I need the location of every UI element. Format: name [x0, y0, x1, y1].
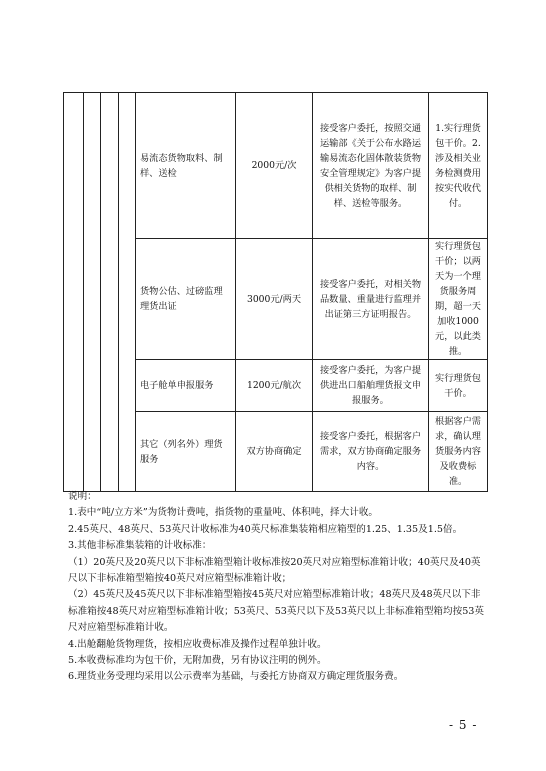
service-price: 1200元/航次 — [236, 360, 313, 412]
service-name: 电子舱单申报服务 — [136, 360, 236, 412]
notes-heading: 说明： — [68, 491, 97, 502]
note-line: 2.45英尺、48英尺、53英尺计收标准为40英尺标准集装箱相应箱型的1.25、1.35及1.5倍。 — [68, 523, 463, 535]
note-line: 4.出舱翻舱货物理货，按相应收费标准及操作过程单独计收。 — [68, 638, 327, 650]
blank-cell — [64, 93, 84, 492]
note-line: 5.本收费标准均为包干价，无附加费，另有协议注明的例外。 — [68, 655, 327, 667]
note-line: （1）20英尺及20英尺以下非标准箱型箱计收标准按20英尺对应箱型标准箱计收；40英尺及40英尺以下非标准箱型箱按40英尺对应箱型标准箱计收； — [68, 556, 481, 585]
service-name: 货物公估、过磅监理理货出证 — [136, 239, 236, 360]
service-note: 实行理货包干价；以两天为一个理货服务周期，超一天加收1000元，以此类推。 — [429, 239, 488, 360]
service-name: 其它（列名外）理货服务 — [136, 412, 236, 492]
service-note: 实行理货包干价。 — [429, 360, 488, 412]
blank-cell — [119, 93, 136, 492]
service-price: 3000元/两天 — [236, 239, 313, 360]
note-line: （2）45英尺及45英尺以下非标准箱型箱按45英尺对应箱型标准箱计收；48英尺及48英尺以下非标准箱按48英尺对应箱型标准箱计收；53英尺、53英尺以下及53英尺以上非标准箱型箱均按53英尺对应箱型标准箱计收。 — [68, 589, 485, 634]
table-row — [64, 93, 488, 239]
service-content: 接受客户委托，按照交通运输部《关于公布水路运输易流态化固体散装货物安全管理规定》为客户提供相关货物的取样、制样、送检等服务。 — [313, 93, 429, 239]
note-line: 3.其他非标准集装箱的计收标准： — [68, 540, 212, 552]
service-note: 根据客户需求，确认理货服务内容及收费标准。 — [429, 412, 488, 492]
service-price: 2000元/次 — [236, 93, 313, 239]
service-price: 双方协商确定 — [236, 412, 313, 492]
fee-table — [63, 92, 488, 492]
page-number: - 5 - — [449, 718, 478, 732]
blank-cell — [101, 93, 119, 492]
service-content: 接受客户委托，对相关物品数量、重量进行监理并出证第三方证明报告。 — [313, 239, 429, 360]
note-line: 6.理货业务受理均采用以公示费率为基础，与委托方协商双方确定理货服务费。 — [68, 671, 404, 683]
service-content: 接受客户委托，根据客户需求，双方协商确定服务内容。 — [313, 412, 429, 492]
blank-cell — [84, 93, 101, 492]
note-line: 1.表中“吨/立方米”为货物计费吨，指货物的重量吨、体积吨，择大计收。 — [68, 507, 379, 519]
notes-section — [68, 489, 488, 686]
service-note: 1.实行理货包干价。2.涉及相关业务检测费用按实代收代付。 — [429, 93, 488, 239]
service-name: 易流态货物取料、制样、送检 — [136, 93, 236, 239]
service-content: 接受客户委托，为客户提供进出口船舶理货报文申报服务。 — [313, 360, 429, 412]
